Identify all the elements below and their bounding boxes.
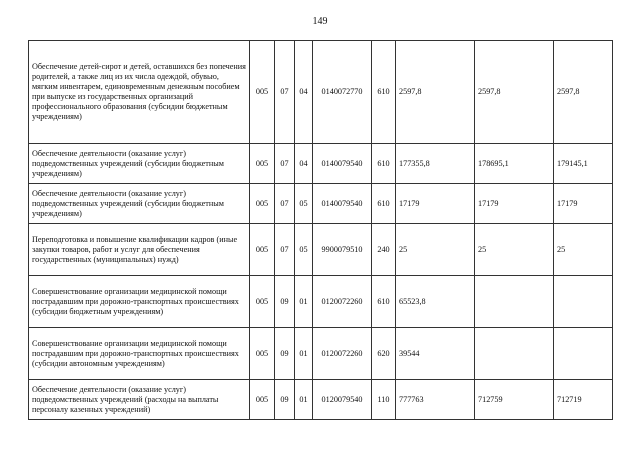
- section-code-cell: 09: [275, 328, 295, 380]
- target-article-cell: 0120072260: [313, 328, 372, 380]
- target-article-cell: 9900079510: [313, 224, 372, 276]
- subsection-code-cell: 04: [295, 144, 313, 184]
- ministry-code-cell: 005: [250, 144, 275, 184]
- table-row: [29, 380, 613, 420]
- ministry-code-cell: 005: [250, 328, 275, 380]
- expense-type-cell: 610: [372, 184, 396, 224]
- ministry-code-cell: 005: [250, 380, 275, 420]
- expense-name-cell: Переподготовка и повышение квалификации кадров (иные закупки товаров, работ и услуг для обеспечения государственных (муниципальных) нужд): [29, 224, 250, 276]
- amount-year1-cell: 25: [396, 224, 475, 276]
- amount-year3-cell: 25: [554, 224, 613, 276]
- amount-year1-cell: 17179: [396, 184, 475, 224]
- section-code-cell: 07: [275, 144, 295, 184]
- expense-name-cell: Обеспечение деятельности (оказание услуг) подведомственных учреждений (расходы на выплаты персоналу казенных учреждений): [29, 380, 250, 420]
- section-code-cell: 07: [275, 41, 295, 144]
- subsection-code-cell: 05: [295, 224, 313, 276]
- amount-year2-cell: [475, 276, 554, 328]
- ministry-code-cell: 005: [250, 224, 275, 276]
- table-body: [29, 41, 613, 420]
- amount-year2-cell: 178695,1: [475, 144, 554, 184]
- expense-type-cell: 610: [372, 276, 396, 328]
- expense-type-cell: 110: [372, 380, 396, 420]
- target-article-cell: 0120079540: [313, 380, 372, 420]
- amount-year3-cell: 712719: [554, 380, 613, 420]
- table-row: [29, 41, 613, 144]
- expense-name-cell: Обеспечение детей-сирот и детей, оставшихся без попечения родителей, а также лиц из их числа одеждой, обувью, мягким инвентарем, единовременным денежным пособием при выпуске из государственных организаций профессионального образования (субсидии бюджетным учреждениям): [29, 41, 250, 144]
- amount-year1-cell: 177355,8: [396, 144, 475, 184]
- expense-name-cell: Совершенствование организации медицинской помощи пострадавшим при дорожно-транспортных происшествиях (субсидии бюджетным учреждениям): [29, 276, 250, 328]
- amount-year3-cell: 2597,8: [554, 41, 613, 144]
- ministry-code-cell: 005: [250, 41, 275, 144]
- amount-year3-cell: 179145,1: [554, 144, 613, 184]
- target-article-cell: 0120072260: [313, 276, 372, 328]
- expense-name-cell: Обеспечение деятельности (оказание услуг) подведомственных учреждений (субсидии бюджетным учреждениям): [29, 144, 250, 184]
- expense-name-cell: Обеспечение деятельности (оказание услуг) подведомственных учреждений (субсидии бюджетным учреждениям): [29, 184, 250, 224]
- amount-year3-cell: [554, 276, 613, 328]
- target-article-cell: 0140079540: [313, 184, 372, 224]
- subsection-code-cell: 04: [295, 41, 313, 144]
- target-article-cell: 0140079540: [313, 144, 372, 184]
- section-code-cell: 09: [275, 380, 295, 420]
- amount-year2-cell: 17179: [475, 184, 554, 224]
- section-code-cell: 09: [275, 276, 295, 328]
- section-code-cell: 07: [275, 224, 295, 276]
- amount-year2-cell: 25: [475, 224, 554, 276]
- budget-table: [28, 40, 613, 420]
- amount-year1-cell: 39544: [396, 328, 475, 380]
- amount-year3-cell: 17179: [554, 184, 613, 224]
- table-row: [29, 144, 613, 184]
- expense-type-cell: 610: [372, 41, 396, 144]
- expense-type-cell: 240: [372, 224, 396, 276]
- table-row: [29, 328, 613, 380]
- table-row: [29, 224, 613, 276]
- target-article-cell: 0140072770: [313, 41, 372, 144]
- expense-type-cell: 620: [372, 328, 396, 380]
- amount-year1-cell: 2597,8: [396, 41, 475, 144]
- ministry-code-cell: 005: [250, 184, 275, 224]
- table-row: [29, 184, 613, 224]
- ministry-code-cell: 005: [250, 276, 275, 328]
- expense-type-cell: 610: [372, 144, 396, 184]
- subsection-code-cell: 01: [295, 328, 313, 380]
- amount-year1-cell: 65523,8: [396, 276, 475, 328]
- amount-year2-cell: 712759: [475, 380, 554, 420]
- amount-year2-cell: [475, 328, 554, 380]
- subsection-code-cell: 05: [295, 184, 313, 224]
- subsection-code-cell: 01: [295, 380, 313, 420]
- subsection-code-cell: 01: [295, 276, 313, 328]
- expense-name-cell: Совершенствование организации медицинской помощи пострадавшим при дорожно-транспортных происшествиях (субсидии автономным учреждениям): [29, 328, 250, 380]
- table-row: [29, 276, 613, 328]
- amount-year3-cell: [554, 328, 613, 380]
- amount-year2-cell: 2597,8: [475, 41, 554, 144]
- section-code-cell: 07: [275, 184, 295, 224]
- page-number: 149: [312, 16, 328, 27]
- amount-year1-cell: 777763: [396, 380, 475, 420]
